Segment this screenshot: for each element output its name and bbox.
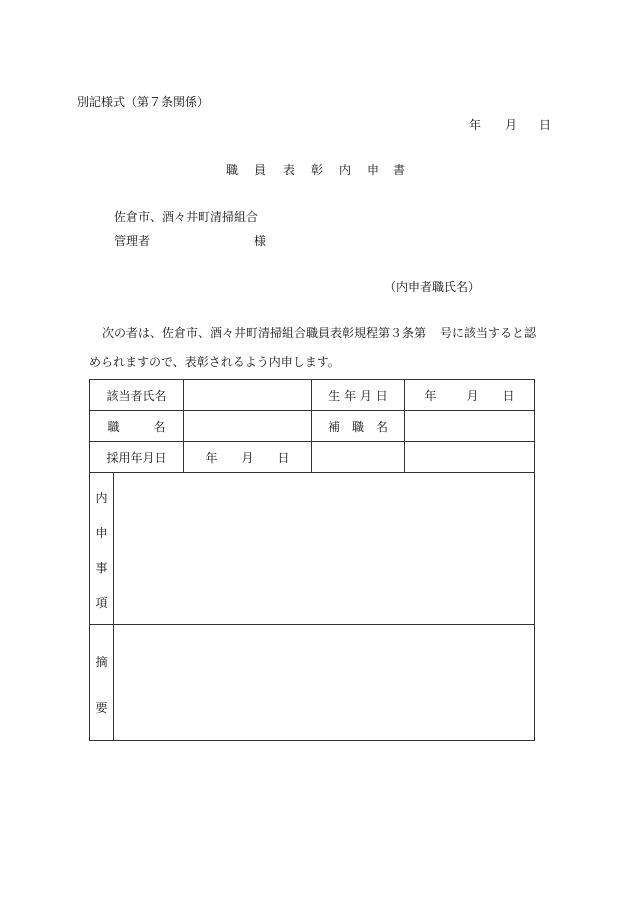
addressee-manager: 管理者	[114, 234, 151, 248]
hire-extra-cell[interactable]	[312, 442, 405, 473]
name-input-cell[interactable]	[184, 380, 312, 411]
hire-label: 採用年月日	[106, 450, 167, 465]
job-label-char: 職	[107, 419, 120, 434]
summary-label-cell	[90, 625, 114, 741]
hire-year-label: 年	[205, 450, 218, 465]
summary-label-char: 摘	[95, 655, 108, 669]
addressee-honorific: 様	[254, 234, 267, 248]
recommendation-table	[89, 379, 535, 741]
details-label-char: 申	[95, 526, 108, 540]
job-label-char: 名	[153, 419, 166, 434]
sub-job-label-char: 補	[327, 419, 340, 434]
title-char: 彰	[311, 163, 324, 177]
addressee-org: 佐倉市、酒々井町清掃組合	[114, 210, 259, 224]
birth-year-label: 年	[424, 388, 437, 403]
body-line1-a: 次の者は、佐倉市、酒々井町清掃組合職員表彰規程第３条第	[102, 326, 427, 340]
hire-day-label: 日	[277, 450, 290, 465]
sub-job-label-char: 職	[352, 419, 365, 434]
name-label: 該当者氏名	[106, 388, 167, 403]
summary-input-cell[interactable]	[114, 625, 535, 741]
job-input-cell[interactable]	[184, 411, 312, 442]
hire-date-cell[interactable]	[184, 442, 312, 473]
body-line1-b: 号に該当すると認	[440, 326, 537, 340]
birth-label: 生 年 月 日	[328, 388, 388, 403]
job-label-cell	[90, 411, 184, 442]
title-char: 内	[339, 163, 352, 177]
birth-label-cell	[312, 380, 405, 411]
title-char: 表	[283, 163, 296, 177]
birth-day-label: 日	[502, 388, 515, 403]
date-month-label: 月	[505, 118, 518, 132]
sub-job-input-cell[interactable]	[405, 411, 535, 442]
date-day-label: 日	[539, 118, 552, 132]
summary-label-char: 要	[95, 701, 108, 715]
table-row	[90, 442, 535, 473]
details-label-char: 内	[95, 491, 108, 505]
table-row	[90, 380, 535, 411]
hire-month-label: 月	[241, 450, 254, 465]
hire-extra-cell-2[interactable]	[405, 442, 535, 473]
title-char: 書	[393, 163, 406, 177]
hire-label-cell	[90, 442, 184, 473]
body-line2: められますので、表彰されるよう内申します。	[89, 355, 340, 369]
title-char: 員	[254, 163, 267, 177]
sub-job-label-char: 名	[376, 419, 389, 434]
date-year-label: 年	[469, 118, 482, 132]
details-label-cell	[90, 473, 114, 625]
title-char: 申	[367, 163, 380, 177]
table-row	[90, 411, 535, 442]
name-label-cell	[90, 380, 184, 411]
details-label-char: 項	[95, 596, 108, 610]
details-label-char: 事	[95, 561, 108, 575]
table-row	[90, 473, 535, 625]
details-input-cell[interactable]	[114, 473, 535, 625]
birth-date-cell[interactable]	[405, 380, 535, 411]
applicant-label: （内申者職氏名）	[384, 280, 481, 294]
table-row	[90, 625, 535, 741]
title-char: 職	[226, 163, 239, 177]
form-reference: 別記様式（第７条関係）	[77, 95, 210, 109]
sub-job-label-cell	[312, 411, 405, 442]
birth-month-label: 月	[466, 388, 479, 403]
